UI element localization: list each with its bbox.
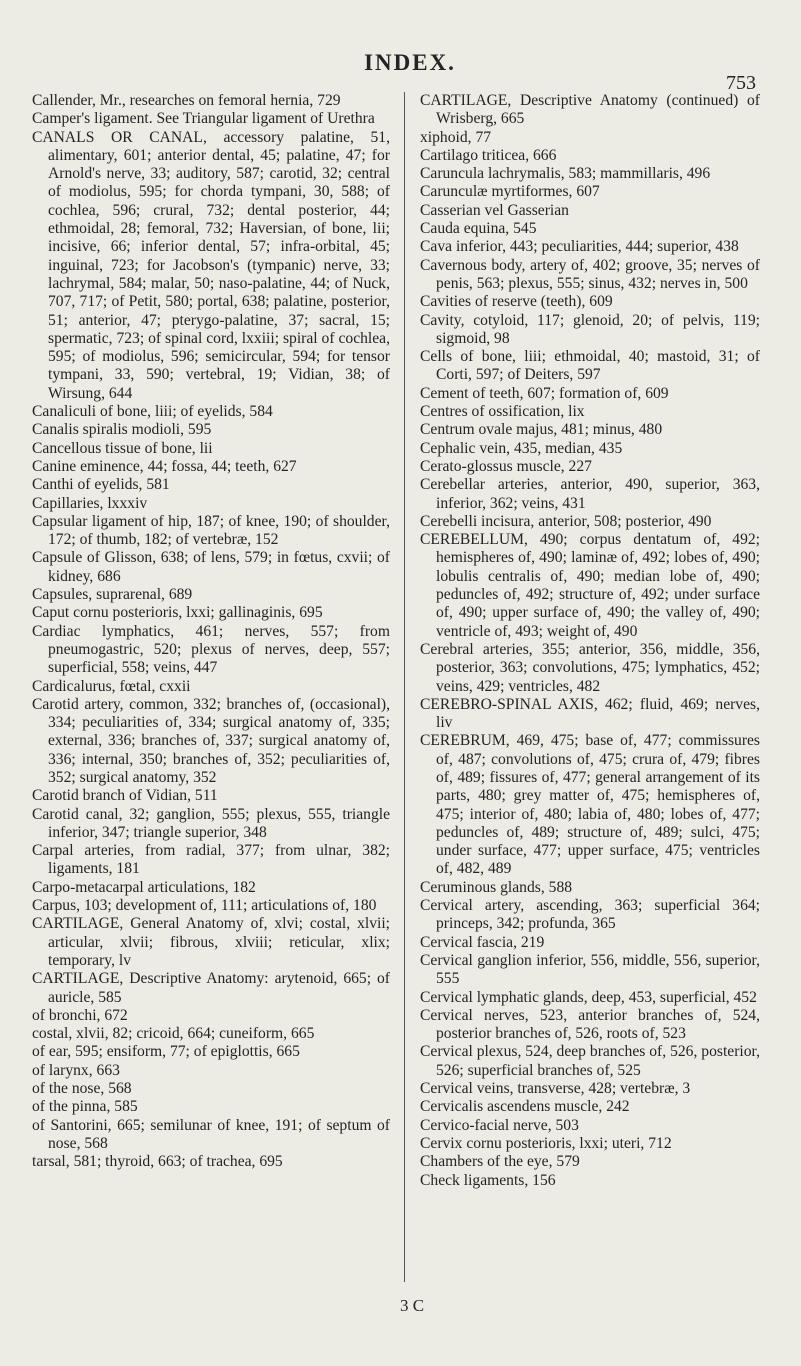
index-entry: CEREBRO-SPINAL AXIS, 462; fluid, 469; nerves, liv xyxy=(420,695,760,732)
index-entry: Centrum ovale majus, 481; minus, 480 xyxy=(420,421,663,439)
index-entry: Cervicalis ascendens muscle, 242 xyxy=(420,1098,630,1116)
index-entry: Capsules, suprarenal, 689 xyxy=(32,586,193,604)
index-entry: Carotid branch of Vidian, 511 xyxy=(32,787,218,805)
index-entry: of bronchi, 672 xyxy=(32,1006,128,1024)
index-entry: tarsal, 581; thyroid, 663; of trachea, 695 xyxy=(32,1153,283,1171)
column-divider xyxy=(404,92,405,1282)
index-entry: Cancellous tissue of bone, lii xyxy=(32,439,213,457)
index-entry: Caput cornu posterioris, lxxi; gallinaginis, 695 xyxy=(32,604,323,622)
index-entry: Cephalic vein, 435, median, 435 xyxy=(420,439,623,457)
index-entry: Cava inferior, 443; peculiarities, 444; superior, 438 xyxy=(420,238,739,256)
index-entry: Carunculæ myrtiformes, 607 xyxy=(420,183,600,201)
index-entry: CARTILAGE, Descriptive Anatomy: arytenoid, 665; of auricle, 585 xyxy=(32,970,390,1006)
index-entry: of the nose, 568 xyxy=(32,1080,132,1098)
index-entry: of Santorini, 665; semilunar of knee, 191; of septum of nose, 568 xyxy=(32,1116,390,1152)
index-entry: Carotid artery, common, 332; branches of, (occasional), 334; peculiarities of, 334; surgical anatomy of, 335; external, 336; branches of, 337; surgical anatomy of, 336; internal, 350; branches of, 352; peculiarities of, 352; surgical anatomy, 352 xyxy=(32,695,390,786)
index-entry: xiphoid, 77 xyxy=(420,128,492,146)
index-entry: Cerebelli incisura, anterior, 508; posterior, 490 xyxy=(420,512,712,530)
index-entry: of the pinna, 585 xyxy=(32,1098,138,1116)
index-entry: Cells of bone, liii; ethmoidal, 40; mastoid, 31; of Corti, 597; of Deiters, 597 xyxy=(420,348,760,384)
index-entry: Canthi of eyelids, 581 xyxy=(32,476,170,494)
index-entry: CARTILAGE, General Anatomy of, xlvi; costal, xlvii; articular, xlvii; fibrous, xlviii; reticular, xlix; temporary, lv xyxy=(32,915,390,969)
index-entry: Caruncula lachrymalis, 583; mammillaris, 496 xyxy=(420,165,711,183)
index-entry: Cavities of reserve (teeth), 609 xyxy=(420,293,613,311)
index-entry: Cervical lymphatic glands, deep, 453, superficial, 452 xyxy=(420,988,757,1006)
index-entry: Cavernous body, artery of, 402; groove, 35; nerves of penis, 563; plexus, 555; sinus, 432; nerves in, 500 xyxy=(420,256,760,292)
index-entry: Cervical fascia, 219 xyxy=(420,933,545,951)
index-entry: CANALS OR CANAL, accessory palatine, 51, alimentary, 601; anterior dental, 45; palatine, 47; for Arnold's nerve, 33; auditory, 587; carotid, 32; central of modiolus, 595; for chorda tympani, 30, 588; of cochlea, 596; crural, 732; dental posterior, 44; ethmoidal, 28; femoral, 732; Haversian, of bone, lii; incisive, 66; inferior dental, 57; infra-orbital, 45; inguinal, 723; for Jacobson's (tympanic) nerve, 33; lachrymal, 584; malar, 50; naso-palatine, 44; of Nuck, 707, 717; of Petit, 580; portal, 638; palatine, posterior, 51; anterior, 47; pterygo-palatine, 37; sacral, 15; spermatic, 723; of spinal cord, lxxiii; spiral of cochlea, 595; of modiolus, 596; semicircular, 594; for tensor tympani, 33, 590; vertebral, 19; Vidian, 38; of Wirsung, 644 xyxy=(32,128,390,402)
index-entry: Cauda equina, 545 xyxy=(420,220,537,238)
index-entry: Cervix cornu posterioris, lxxi; uteri, 712 xyxy=(420,1134,672,1152)
left-column xyxy=(32,92,390,1172)
index-entry: Casserian vel Gasserian xyxy=(420,201,569,219)
page-header xyxy=(0,50,801,94)
index-entry: Carpus, 103; development of, 111; articulations of, 180 xyxy=(32,897,377,915)
index-entry: Capsule of Glisson, 638; of lens, 579; in fœtus, cxvii; of kidney, 686 xyxy=(32,549,390,585)
index-entry: Cervical plexus, 524, deep branches of, 526, posterior, 526; superficial branches of, 525 xyxy=(420,1043,760,1079)
index-entry: Carotid canal, 32; ganglion, 555; plexus, 555, triangle inferior, 347; triangle superior, 348 xyxy=(32,805,390,841)
index-entry: of larynx, 663 xyxy=(32,1061,120,1079)
index-entry: CEREBELLUM, 490; corpus dentatum of, 492; hemispheres of, 490; laminæ of, 492; lobes of, 490; lobulis centralis of, 490; median lobe of, 490; peduncles of, 492; structure of, 492; under surface of, 490; upper surface of, 490; the valley of, 490; ventricle of, 493; weight of, 490 xyxy=(420,531,760,640)
index-entry: Capillaries, lxxxiv xyxy=(32,494,148,512)
index-entry: Carpal arteries, from radial, 377; from ulnar, 382; ligaments, 181 xyxy=(32,842,390,878)
index-entry: Centres of ossification, lix xyxy=(420,403,585,421)
index-entry: Cerato-glossus muscle, 227 xyxy=(420,457,592,475)
index-entry: Check ligaments, 156 xyxy=(420,1171,556,1189)
index-entry: Callender, Mr., researches on femoral hernia, 729 xyxy=(32,92,341,109)
index-entry: Cartilago triticea, 666 xyxy=(420,146,557,164)
signature-mark: 3 C xyxy=(400,1296,425,1315)
index-entry: Canalis spiralis modioli, 595 xyxy=(32,421,212,439)
index-entry: Canaliculi of bone, liii; of eyelids, 584 xyxy=(32,403,273,421)
index-entry: of ear, 595; ensiform, 77; of epiglottis, 665 xyxy=(32,1043,300,1061)
running-title: INDEX. xyxy=(364,50,456,75)
index-entry: costal, xlvii, 82; cricoid, 664; cuneiform, 665 xyxy=(32,1025,315,1043)
index-entry: Cervical ganglion inferior, 556, middle, 556, superior, 555 xyxy=(420,951,760,988)
index-entry: Carpo-metacarpal articulations, 182 xyxy=(32,878,256,896)
index-entry: Cavity, cotyloid, 117; glenoid, 20; of pelvis, 119; sigmoid, 98 xyxy=(420,311,760,347)
index-entry: Cervico-facial nerve, 503 xyxy=(420,1116,579,1134)
index-entry: Ceruminous glands, 588 xyxy=(420,878,573,896)
index-entry: Cardicalurus, fœtal, cxxii xyxy=(32,677,191,695)
index-entry: Cardiac lymphatics, 461; nerves, 557; from pneumogastric, 520; plexus of nerves, deep, 557; superficial, 558; veins, 447 xyxy=(32,622,390,677)
index-entry: CEREBRUM, 469, 475; base of, 477; commissures of, 487; convolutions of, 475; crura of, 479; fibres of, 489; fissures of, 477; general arrangement of its parts, 480; grey matter of, 475; hemispheres of, 475; interior of, 480; labia of, 480; lobes of, 477; peduncles of, 489; structure of, 489; sulci, 475; under surface, 477; upper surface, 475; ventricles of, 482, 489 xyxy=(420,732,760,878)
index-entry: Capsular ligament of hip, 187; of knee, 190; of shoulder, 172; of thumb, 182; of vertebræ, 152 xyxy=(32,512,390,549)
index-entry: Cerebellar arteries, anterior, 490, superior, 363, inferior, 362; veins, 431 xyxy=(420,476,760,512)
index-entry: Cervical veins, transverse, 428; vertebræ, 3 xyxy=(420,1080,691,1098)
page-number: 753 xyxy=(726,72,756,94)
right-column xyxy=(420,92,760,1190)
index-entry: Cement of teeth, 607; formation of, 609 xyxy=(420,384,669,402)
index-entry: Camper's ligament. See Triangular ligament of Urethra xyxy=(32,110,375,128)
index-entry: Cerebral arteries, 355; anterior, 356, middle, 356, posterior, 363; convolutions, 475; lymphatics, 452; veins, 429; ventricles, 482 xyxy=(420,640,760,695)
index-entry: Chambers of the eye, 579 xyxy=(420,1153,580,1171)
index-entry: Cervical artery, ascending, 363; superficial 364; princeps, 342; profunda, 365 xyxy=(420,897,760,933)
index-entry: CARTILAGE, Descriptive Anatomy (continued) of Wrisberg, 665 xyxy=(420,92,760,128)
index-entry: Canine eminence, 44; fossa, 44; teeth, 627 xyxy=(32,457,297,475)
index-entry: Cervical nerves, 523, anterior branches of, 524, posterior branches of, 526, roots of, 523 xyxy=(420,1006,760,1043)
